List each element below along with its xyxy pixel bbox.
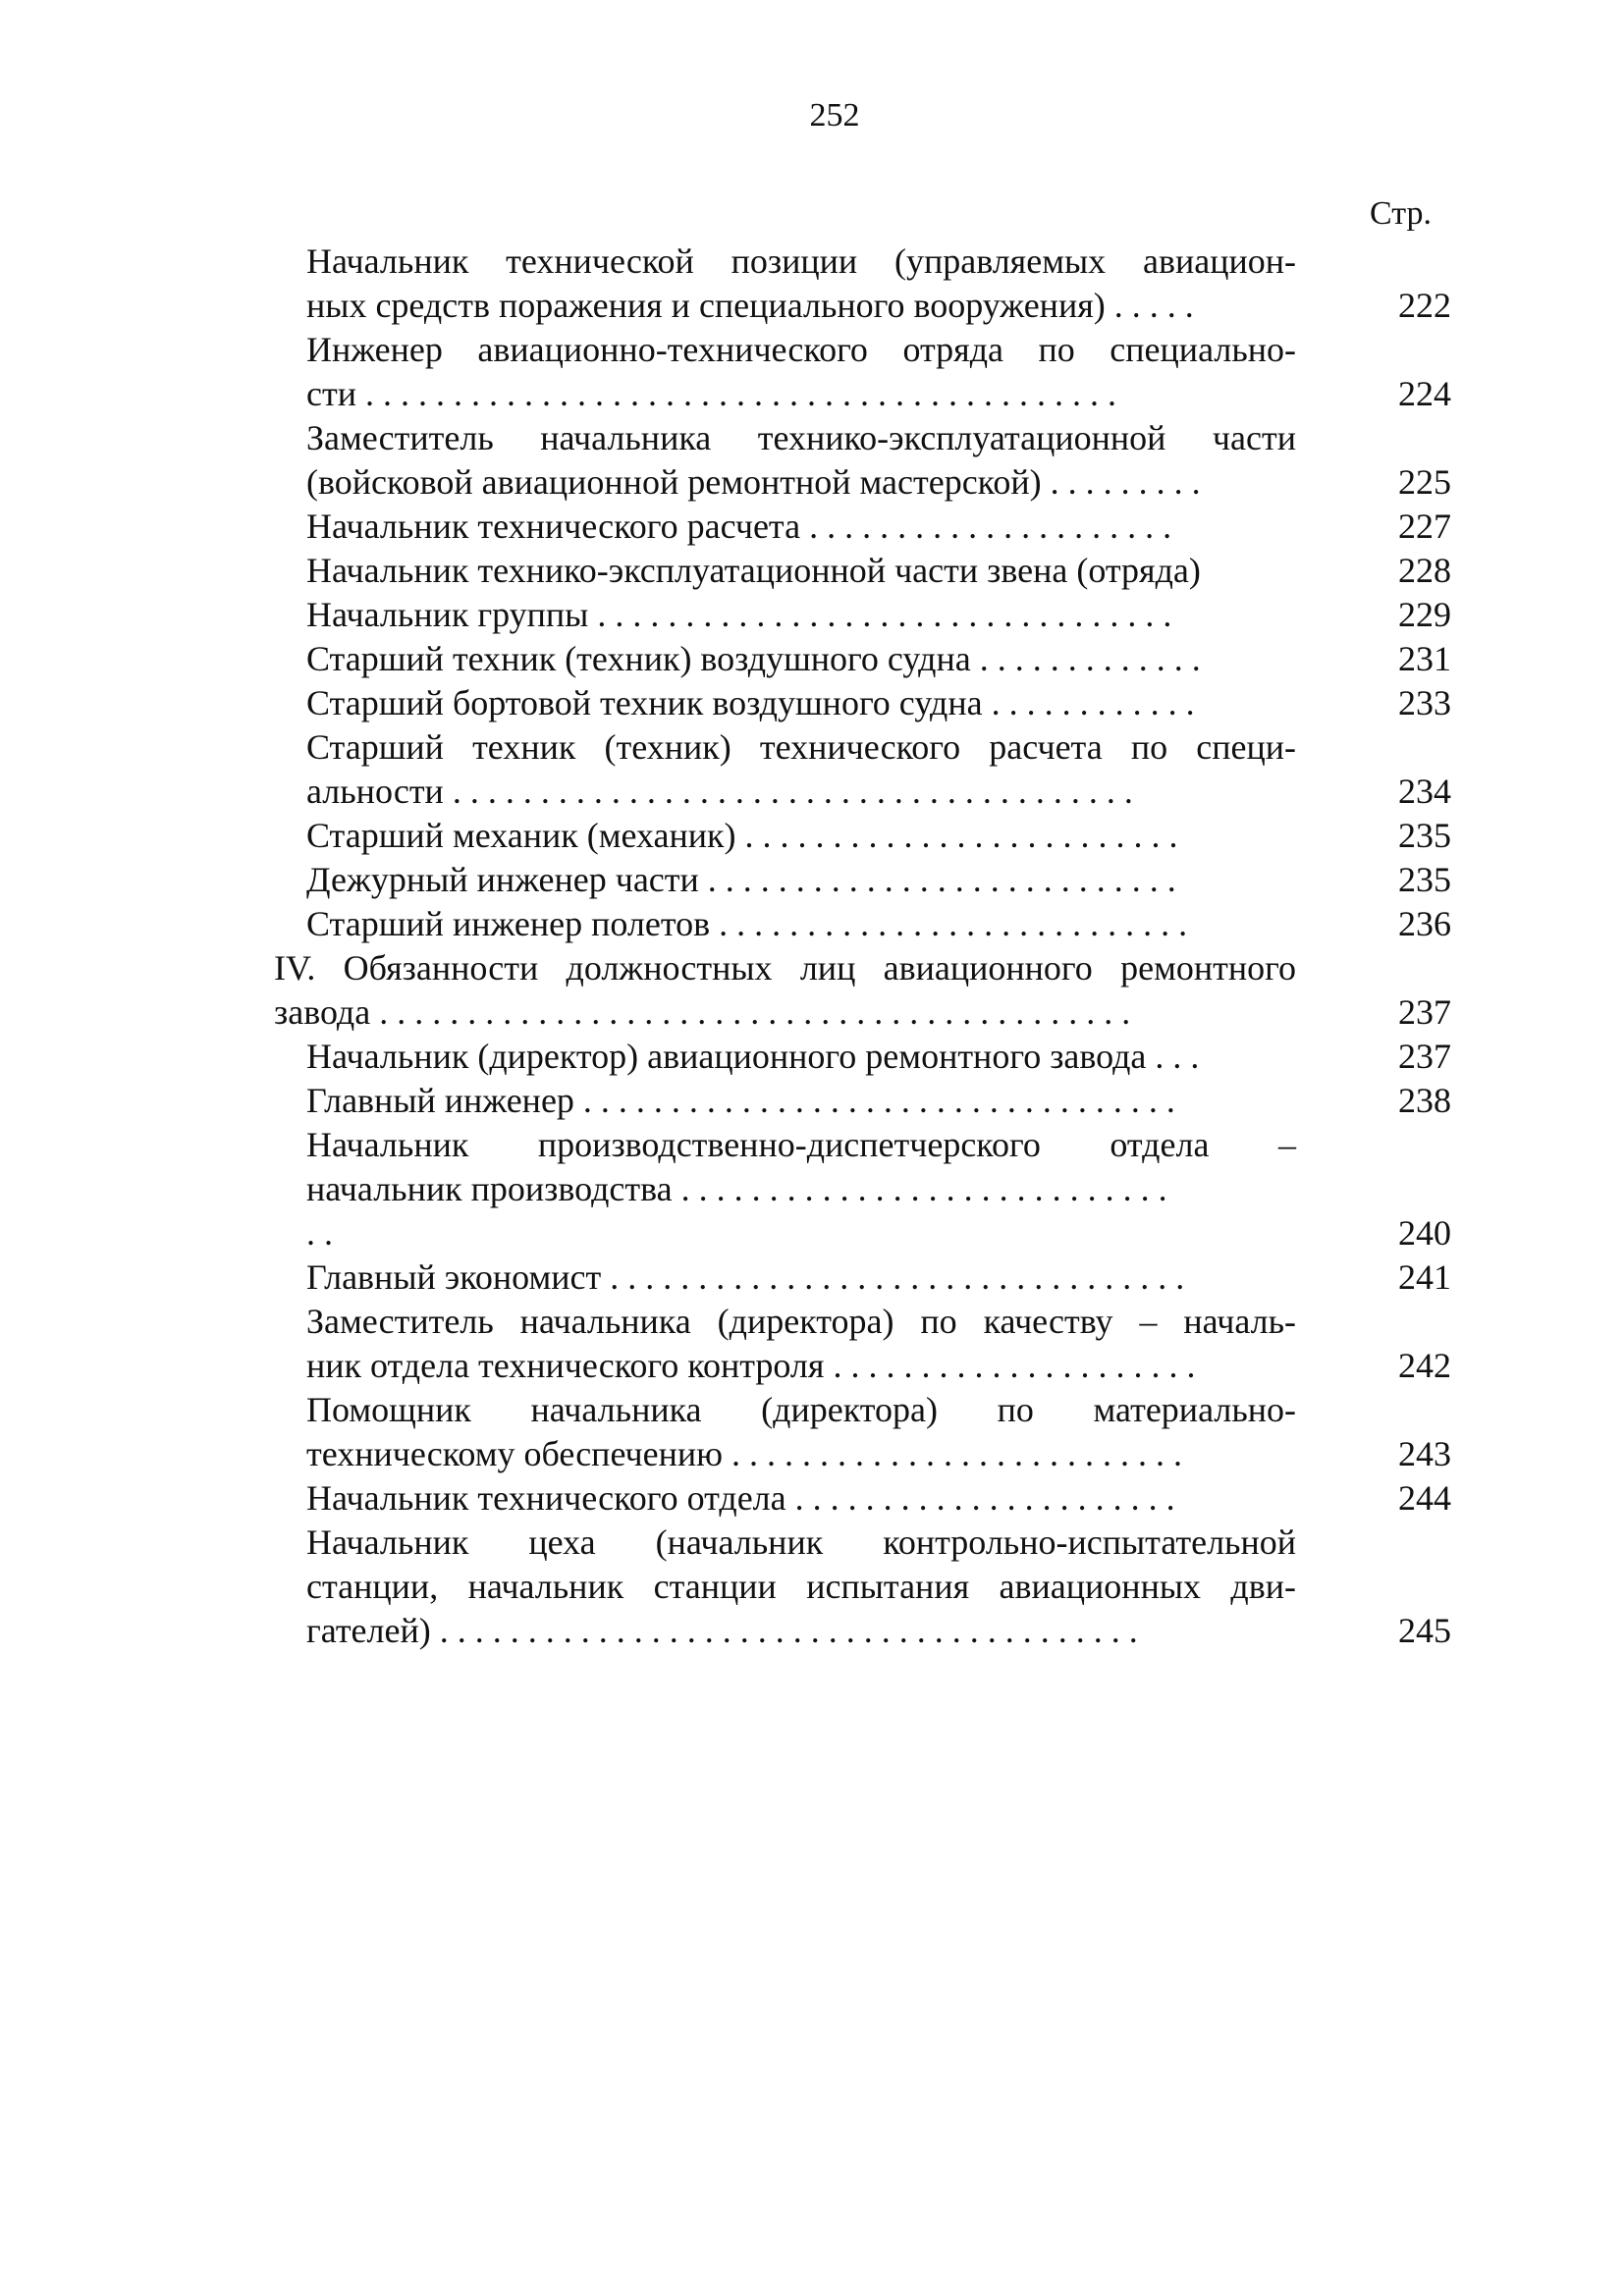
toc-entry[interactable] xyxy=(0,549,1624,593)
toc-entry-text: Начальник технической позиции (управляемых авиацион- xyxy=(306,241,1296,281)
toc-entry-line xyxy=(0,1344,1624,1388)
toc-page-number: 238 xyxy=(1398,1081,1451,1120)
toc-entry-text: Главный инженер . . . . . . . . . . . . . . . . . . . . . . . . . . . . . . . . . . xyxy=(306,1081,1175,1120)
toc-entry-line xyxy=(0,858,1624,902)
toc-entry-line xyxy=(0,240,1624,284)
toc-entry-line xyxy=(0,637,1624,681)
toc-entry[interactable] xyxy=(0,505,1624,549)
toc-entry-text: Старший инженер полетов . . . . . . . . . . . . . . . . . . . . . . . . . . . xyxy=(306,904,1188,943)
toc-entry[interactable] xyxy=(0,1035,1624,1079)
toc-entry-text: Помощник начальника (директора) по материально- xyxy=(306,1390,1296,1429)
toc-entry-text: Старший бортовой техник воздушного судна . . . . . . . . . . . . xyxy=(306,683,1195,722)
toc-entry[interactable] xyxy=(0,1255,1624,1300)
toc-entry[interactable] xyxy=(0,725,1624,814)
toc-page-number: 224 xyxy=(1398,374,1451,413)
toc-page-number: 245 xyxy=(1398,1611,1451,1650)
toc-entry-text: Старший техник (техник) воздушного судна . . . . . . . . . . . . . xyxy=(306,639,1201,678)
toc-entry-line xyxy=(0,1035,1624,1079)
toc-page-number: 237 xyxy=(1398,992,1451,1032)
toc-entry-line xyxy=(0,1521,1624,1565)
toc-entry-text: сти . . . . . . . . . . . . . . . . . . . . . . . . . . . . . . . . . . . . . . . . . . . xyxy=(306,374,1116,413)
toc-page-number: 235 xyxy=(1398,860,1451,899)
toc-entry-text: Старший техник (техник) технического расчета по специ- xyxy=(306,727,1296,767)
toc-entry[interactable] xyxy=(0,593,1624,637)
toc-entry[interactable] xyxy=(0,240,1624,328)
toc-entry-line xyxy=(0,549,1624,593)
toc-entry-line xyxy=(0,1123,1624,1167)
toc-entry-line xyxy=(0,328,1624,372)
toc-page-number: 229 xyxy=(1398,595,1451,634)
toc-entry-line xyxy=(0,284,1624,328)
toc-entry[interactable] xyxy=(0,1123,1624,1255)
toc-entry-text: Начальник технико-эксплуатационной части звена (отряда) xyxy=(306,551,1201,590)
page-column-header: Стр. xyxy=(1370,195,1433,232)
toc-entry[interactable] xyxy=(0,637,1624,681)
toc-entry-text: завода . . . . . . . . . . . . . . . . . . . . . . . . . . . . . . . . . . . . . . . . . . . xyxy=(274,992,1131,1032)
toc-page-number: 227 xyxy=(1398,507,1451,546)
toc-entry-line xyxy=(0,1300,1624,1344)
toc-page-number: 228 xyxy=(1398,551,1451,590)
toc-entry-text: Начальник цеха (начальник контрольно-испытательной xyxy=(306,1522,1296,1562)
toc-entry-text: гателей) . . . . . . . . . . . . . . . . . . . . . . . . . . . . . . . . . . . . . . . . xyxy=(306,1611,1138,1650)
toc-page-number: 234 xyxy=(1398,772,1451,811)
toc-entry-text: ных средств поражения и специального вооружения) . . . . . xyxy=(306,286,1194,325)
toc-entry-line xyxy=(0,505,1624,549)
toc-page-number: 225 xyxy=(1398,462,1451,502)
toc-entry-line xyxy=(0,1476,1624,1521)
toc-entry-line xyxy=(0,1432,1624,1476)
toc-entry[interactable] xyxy=(0,1300,1624,1388)
toc-entry[interactable] xyxy=(0,858,1624,902)
toc-entry-line xyxy=(0,946,1624,990)
toc-entry-text: Начальник группы . . . . . . . . . . . . . . . . . . . . . . . . . . . . . . . . . xyxy=(306,595,1172,634)
toc-entry[interactable] xyxy=(0,681,1624,725)
toc-entry-line xyxy=(0,1565,1624,1609)
toc-entry-line xyxy=(0,681,1624,725)
toc-entry-text: Заместитель начальника технико-эксплуатационной части xyxy=(306,418,1296,457)
toc-entry-text: Старший механик (механик) . . . . . . . . . . . . . . . . . . . . . . . . . xyxy=(306,816,1178,855)
toc-entry-text: Главный экономист . . . . . . . . . . . . . . . . . . . . . . . . . . . . . . . . . xyxy=(306,1257,1185,1297)
toc-entry-text: начальник производства . . . . . . . . . . . . . . . . . . . . . . . . . . . . xyxy=(306,1169,1167,1208)
toc-entry-text: Начальник (директор) авиационного ремонтного завода . . . xyxy=(306,1037,1200,1076)
toc-page-number: 236 xyxy=(1398,904,1451,943)
toc-entry-line xyxy=(0,902,1624,946)
toc-entry-text: (войсковой авиационной ремонтной мастерской) . . . . . . . . . xyxy=(306,462,1201,502)
page-number: 252 xyxy=(809,97,860,133)
toc-entry-line xyxy=(0,372,1624,416)
toc-entry[interactable] xyxy=(0,902,1624,946)
toc-entry-line xyxy=(0,1255,1624,1300)
toc-entry[interactable] xyxy=(0,1521,1624,1653)
toc-entry-line xyxy=(0,460,1624,505)
toc-entry-line xyxy=(0,725,1624,770)
toc-entry[interactable] xyxy=(0,328,1624,416)
toc-page-number: 243 xyxy=(1398,1434,1451,1473)
toc-entry-line xyxy=(0,1079,1624,1123)
toc-entry-text: Начальник технического отдела . . . . . . . . . . . . . . . . . . . . . . xyxy=(306,1478,1175,1518)
toc-entry-line xyxy=(0,814,1624,858)
toc-section-entry[interactable] xyxy=(0,946,1624,1035)
toc-entry-text: IV. Обязанности должностных лиц авиационного ремонтного xyxy=(274,948,1296,988)
toc-page-number: 244 xyxy=(1398,1478,1451,1518)
toc-entry-text: техническому обеспечению . . . . . . . . . . . . . . . . . . . . . . . . . . xyxy=(306,1434,1183,1473)
toc-entry-line xyxy=(0,770,1624,814)
toc-page-number: 231 xyxy=(1398,639,1451,678)
toc-entry-text: . . xyxy=(306,1213,333,1253)
toc-page-number: 235 xyxy=(1398,816,1451,855)
toc-entry-text: Инженер авиационно-технического отряда по специально- xyxy=(306,330,1296,369)
toc-page-number: 222 xyxy=(1398,286,1451,325)
toc-page-number: 237 xyxy=(1398,1037,1451,1076)
toc-entry-line xyxy=(0,1167,1624,1211)
toc-entry-line xyxy=(0,1609,1624,1653)
toc-entry-text: альности . . . . . . . . . . . . . . . . . . . . . . . . . . . . . . . . . . . . . . . xyxy=(306,772,1133,811)
toc-page-number: 233 xyxy=(1398,683,1451,722)
toc-entry-line xyxy=(0,1388,1624,1432)
toc-entry-line xyxy=(0,1211,1624,1255)
table-of-contents xyxy=(0,240,1624,1653)
toc-entry-text: Начальник производственно-диспетчерского отдела – xyxy=(306,1125,1296,1164)
toc-page-number: 241 xyxy=(1398,1257,1451,1297)
toc-page-number: 240 xyxy=(1398,1213,1451,1253)
toc-entry[interactable] xyxy=(0,1079,1624,1123)
toc-entry-text: Дежурный инженер части . . . . . . . . . . . . . . . . . . . . . . . . . . . xyxy=(306,860,1176,899)
toc-entry-line xyxy=(0,416,1624,460)
toc-entry-text: ник отдела технического контроля . . . . . . . . . . . . . . . . . . . . . xyxy=(306,1346,1196,1385)
toc-entry[interactable] xyxy=(0,416,1624,505)
toc-entry[interactable] xyxy=(0,814,1624,858)
toc-entry-text: Заместитель начальника (директора) по качеству – началь- xyxy=(306,1302,1296,1341)
toc-entry-line xyxy=(0,990,1624,1035)
toc-entry-line xyxy=(0,593,1624,637)
toc-entry[interactable] xyxy=(0,1388,1624,1476)
toc-entry-text: Начальник технического расчета . . . . . . . . . . . . . . . . . . . . . xyxy=(306,507,1172,546)
toc-entry[interactable] xyxy=(0,1476,1624,1521)
toc-entry-text: станции, начальник станции испытания авиационных дви- xyxy=(306,1567,1296,1606)
toc-page-number: 242 xyxy=(1398,1346,1451,1385)
